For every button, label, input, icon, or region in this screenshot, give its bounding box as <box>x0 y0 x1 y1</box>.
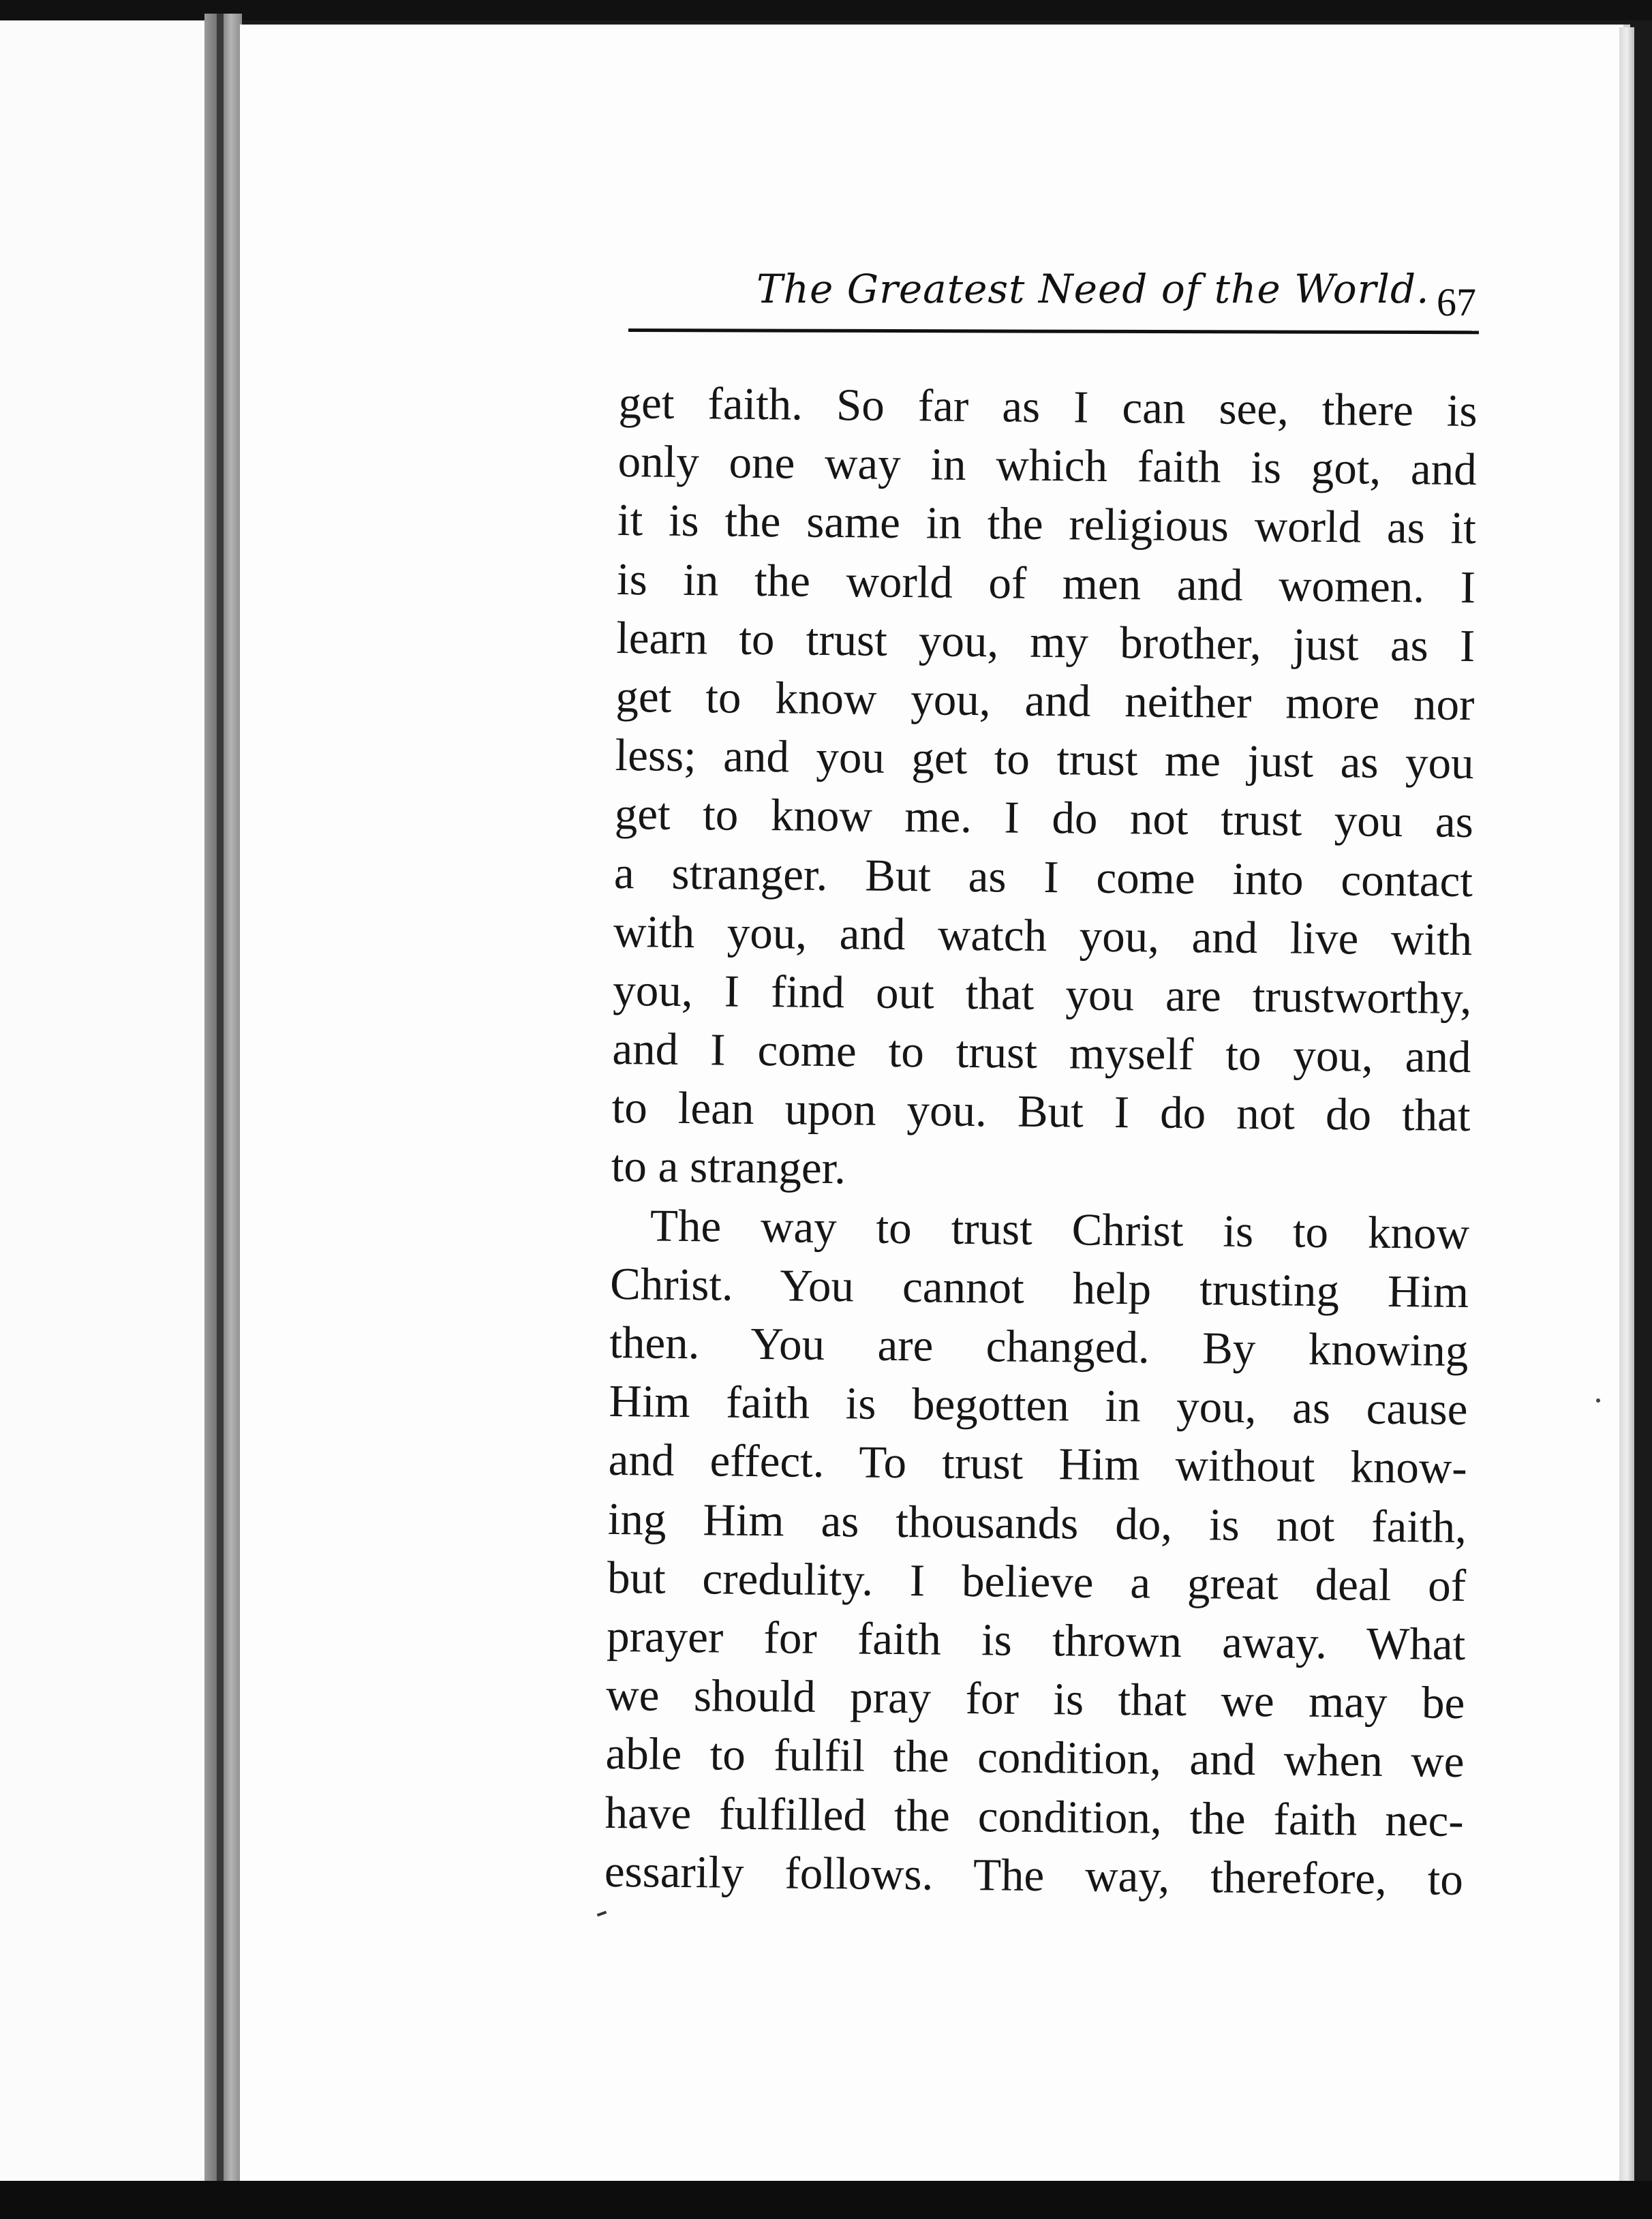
text-line: essarily follows. The way, therefore, to <box>604 1846 1464 1905</box>
text-line: Christ. You cannot help trusting Him <box>609 1258 1469 1317</box>
text-line: is in the world of men and women. I <box>616 553 1476 613</box>
gutter-shadow <box>217 14 224 2188</box>
paragraph-first-line: The way to trust Christ is to know <box>649 1200 1470 1259</box>
page-fore-edge <box>1619 27 1634 2181</box>
text-line: Him faith is begotten in you, as cause <box>609 1376 1468 1435</box>
page-number: 67 <box>1437 280 1476 324</box>
text-line: get faith. So far as I can see, there is <box>618 377 1478 437</box>
facing-page-edge <box>0 20 211 2181</box>
text-line: you, I find out that you are trustworthy, <box>612 964 1472 1024</box>
text-line: able to fulfil the condition, and when we <box>605 1728 1465 1788</box>
text-line: we should pray for is that we may be <box>606 1670 1465 1729</box>
scan-top-border <box>0 0 1652 20</box>
ink-speck <box>1596 1398 1600 1403</box>
running-head: The Greatest Need of the World. <box>756 266 1430 312</box>
text-line: and I come to trust myself to you, and <box>612 1024 1471 1083</box>
text-line: ing Him as thousands do, is not faith, <box>607 1493 1467 1552</box>
text-line: have fulfilled the condition, the faith nec- <box>605 1787 1465 1846</box>
text-line: less; and you get to trust me just as you <box>615 730 1474 789</box>
text-line: and effect. To trust Him without know- <box>608 1435 1467 1494</box>
text-line: it is the same in the religious world as it <box>617 495 1477 554</box>
text-line: prayer for faith is thrown away. What <box>606 1610 1466 1670</box>
text-line: learn to trust you, my brother, just as I <box>615 612 1475 671</box>
text-line: a stranger. But as I come into contact <box>613 847 1473 906</box>
text-line: with you, and watch you, and live with <box>613 906 1473 965</box>
text-line: to a stranger. <box>611 1141 846 1194</box>
text-line: then. You are changed. By knowing <box>609 1317 1469 1377</box>
scan-bottom-border <box>0 2181 1652 2219</box>
text-line: only one way in which faith is got, and <box>617 436 1478 495</box>
body-text <box>604 373 1477 1909</box>
text-line: but credulity. I believe a great deal of <box>607 1552 1467 1611</box>
text-line: to lean upon you. But I do not do that <box>611 1082 1471 1142</box>
text-line: get to know you, and neither more nor <box>615 671 1475 731</box>
text-line: get to know me. I do not trust you as <box>614 789 1474 848</box>
